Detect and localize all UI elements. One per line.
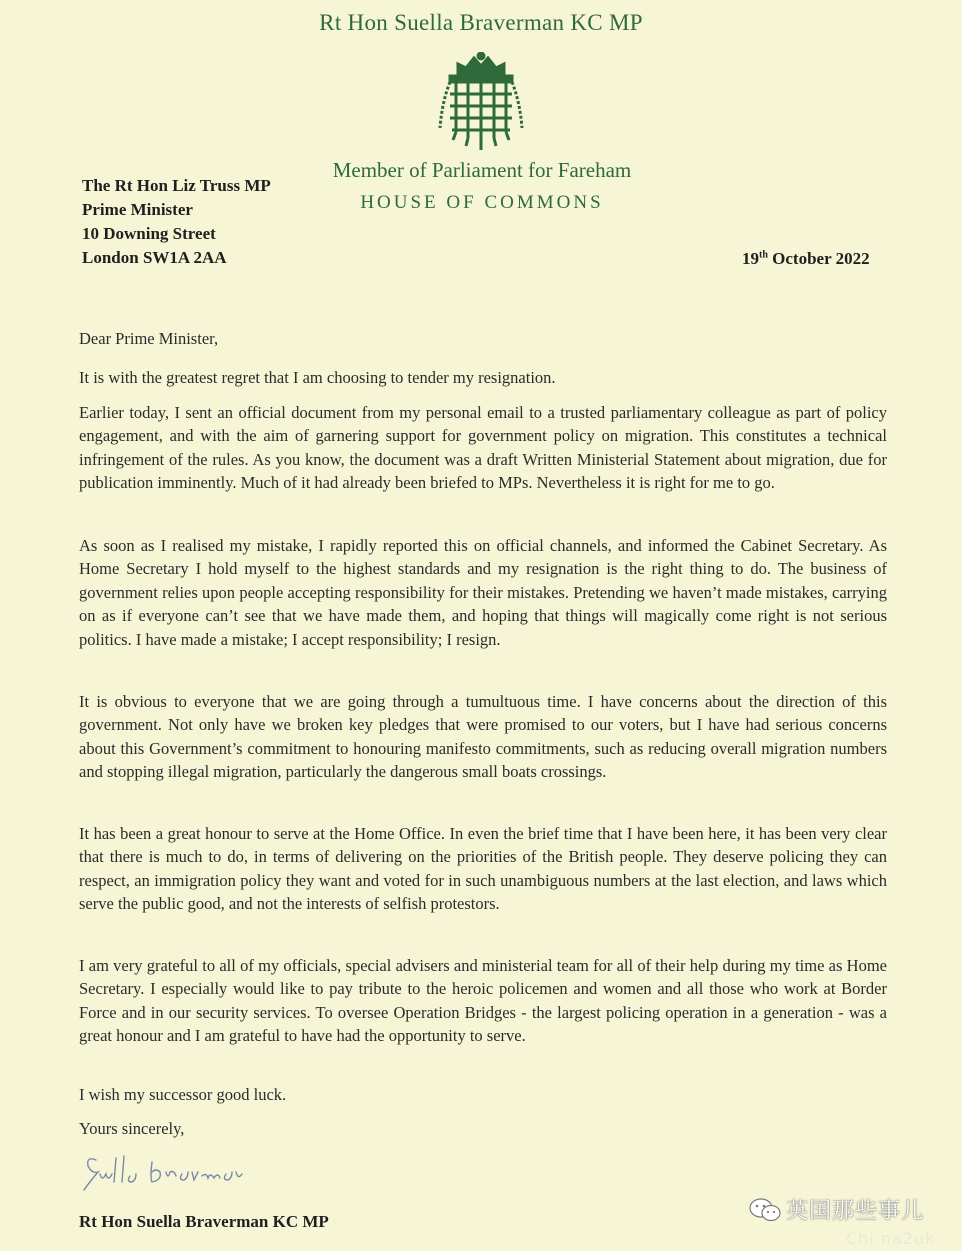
paragraph: It has been a great honour to serve at the Home Office. In even the brief time that I have been here, it has been very clear that there is much to do, in terms of delivering on the priorities of the British people. They deserve policing they can respect, an immigration policy they want and voted for in such unambiguous numbers at the last election, and laws which serve the public good, and not the interests of selfish protestors. [79,824,887,914]
recipient-street: 10 Downing Street [82,224,216,243]
paragraph: It is with the greatest regret that I am choosing to tender my resignation. [79,368,556,387]
handwritten-signature [78,1150,248,1198]
paragraph: I wish my successor good luck. [79,1085,287,1104]
paragraph: It is obvious to everyone that we are going through a tumultuous time. I have concerns about the direction of this government. Not only have we broken key pledges that were promised to our voters, but I have had serious concerns about this Government’s commitment to honouring manifesto commitments, such as reducing overall migration numbers and stopping illegal migration, particularly the dangerous small boats crossings. [79,692,887,782]
letterhead-house: HOUSE OF COMMONS [360,192,604,213]
watermark-text: 英国那些事儿 [786,1199,925,1224]
date-suffix: th [759,249,768,261]
recipient-address [82,174,271,270]
paragraph: Earlier today, I sent an official document from my personal email to a trusted parliamentary colleague as part of policy engagement, and with the aim of garnering support for government policy on migration. This constitutes a technical infringement of the rules. As you know, the document was a draft Written Ministerial Statement about migration, due for publication imminently. Much of it had already been briefed to MPs. Nevertheless it is right for me to go. [79,403,887,493]
portcullis-icon [436,52,526,154]
recipient-name: The Rt Hon Liz Truss MP [82,176,271,195]
date-day: 19 [742,249,759,268]
date-month-year: October 2022 [767,249,870,268]
watermark-url: Chi.na2uk [846,1229,936,1248]
recipient-title: Prime Minister [82,200,193,219]
wechat-icon [748,1197,782,1223]
letterhead-constituency: Member of Parliament for Fareham [332,158,632,182]
signoff-name: Rt Hon Suella Braverman KC MP [79,1212,329,1231]
paragraph: As soon as I realised my mistake, I rapidly reported this on official channels, and informed the Cabinet Secretary. As Home Secretary I hold myself to the highest standards and my resignation is the right thing to do. The business of government relies upon people accepting responsibility for their mistakes. Pretending we haven’t made mistakes, carrying on as if everyone can’t see that we have made them, and hoping that things will magically come right is not serious politics. I have made a mistake; I accept responsibility; I resign. [79,536,887,649]
paragraph: I am very grateful to all of my officials, special advisers and ministerial team for all of their help during my time as Home Secretary. I especially would like to pay tribute to the heroic policemen and women and all those who work at Border Force and in our security services. To oversee Operation Bridges - the largest policing operation in a generation - was a great honour and I am grateful to have had the opportunity to serve. [79,956,887,1046]
letterhead-name: Rt Hon Suella Braverman KC MP [319,10,643,35]
recipient-city: London SW1A 2AA [82,248,227,267]
closing: Yours sincerely, [79,1119,185,1138]
letter-date [742,249,870,269]
salutation: Dear Prime Minister, [79,329,219,348]
